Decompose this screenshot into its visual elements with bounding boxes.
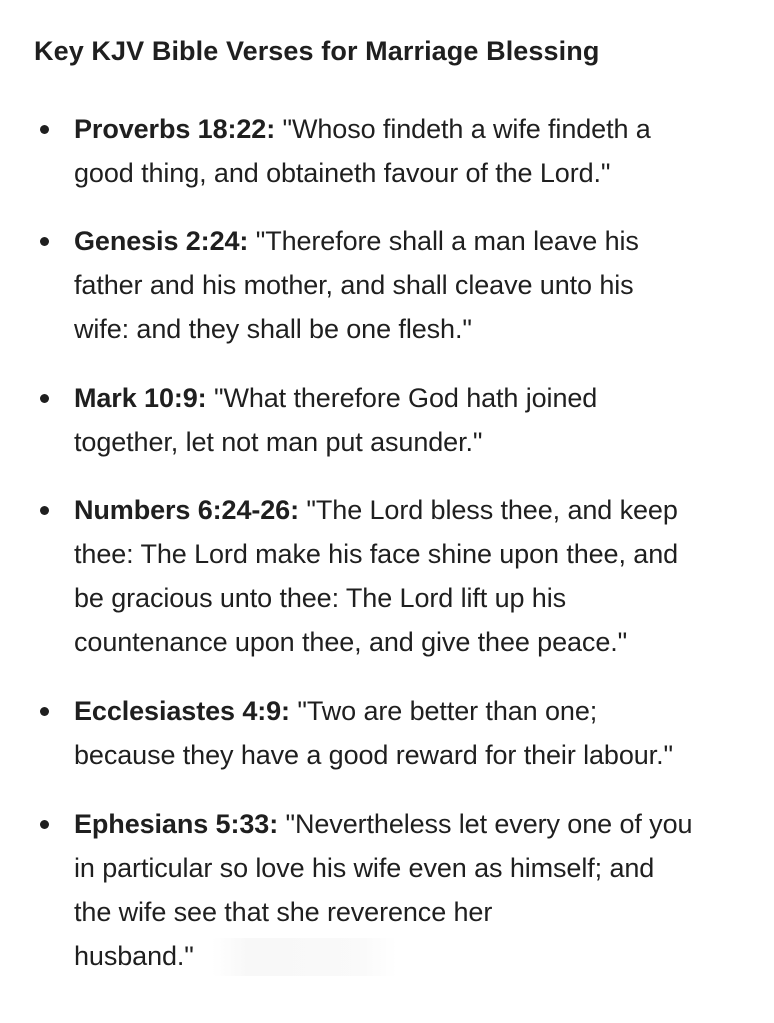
verse-line: because they have a good reward for their labour." bbox=[74, 740, 673, 770]
verse-reference: Proverbs 18:22: bbox=[74, 114, 276, 144]
verse-line: good thing, and obtaineth favour of the Lord." bbox=[74, 158, 611, 188]
verse-first-line bbox=[74, 488, 764, 532]
verse-text bbox=[74, 107, 764, 195]
verse-line: thee: The Lord make his face shine upon thee, and bbox=[74, 539, 679, 569]
verse-text bbox=[74, 689, 764, 777]
bullet-icon bbox=[40, 820, 49, 829]
verse-text bbox=[74, 219, 764, 351]
bullet-icon bbox=[40, 394, 49, 403]
verse-line: wife: and they shall be one flesh." bbox=[74, 314, 472, 344]
verse-line: husband." bbox=[74, 941, 194, 971]
verse-line: father and his mother, and shall cleave unto his bbox=[74, 270, 634, 300]
verse-line: "Two are better than one; bbox=[297, 696, 598, 726]
verse-first-line bbox=[74, 689, 764, 733]
verse-text bbox=[74, 488, 764, 664]
verse-line: in particular so love his wife even as himself; and bbox=[74, 853, 655, 883]
verse-first-line bbox=[74, 107, 764, 151]
bullet-icon bbox=[40, 506, 49, 515]
verse-line: the wife see that she reverence her bbox=[74, 897, 493, 927]
page-title: Key KJV Bible Verses for Marriage Blessing bbox=[34, 36, 600, 66]
verse-line: "Whoso findeth a wife findeth a bbox=[282, 114, 651, 144]
verse-line: countenance upon thee, and give thee peace." bbox=[74, 627, 628, 657]
verse-line: "What therefore God hath joined bbox=[213, 383, 598, 413]
verse-reference: Ecclesiastes 4:9: bbox=[74, 696, 290, 726]
verse-line: "Therefore shall a man leave his bbox=[255, 226, 639, 256]
bullet-icon bbox=[40, 707, 49, 716]
verse-line: be gracious unto thee: The Lord lift up his bbox=[74, 583, 567, 613]
verse-text bbox=[74, 802, 764, 978]
verse-reference: Numbers 6:24-26: bbox=[74, 495, 299, 525]
verse-line: together, let not man put asunder." bbox=[74, 427, 483, 457]
verse-first-line bbox=[74, 376, 764, 420]
verse-line: "The Lord bless thee, and keep bbox=[306, 495, 678, 525]
verse-text bbox=[74, 376, 764, 464]
bullet-icon bbox=[40, 237, 49, 246]
verse-line: "Nevertheless let every one of you bbox=[285, 809, 693, 839]
verse-first-line bbox=[74, 802, 764, 846]
bullet-icon bbox=[40, 125, 49, 134]
verse-reference: Genesis 2:24: bbox=[74, 226, 249, 256]
faded-highlight bbox=[212, 938, 397, 976]
verse-reference: Mark 10:9: bbox=[74, 383, 207, 413]
verse-first-line bbox=[74, 219, 764, 263]
verse-reference: Ephesians 5:33: bbox=[74, 809, 279, 839]
